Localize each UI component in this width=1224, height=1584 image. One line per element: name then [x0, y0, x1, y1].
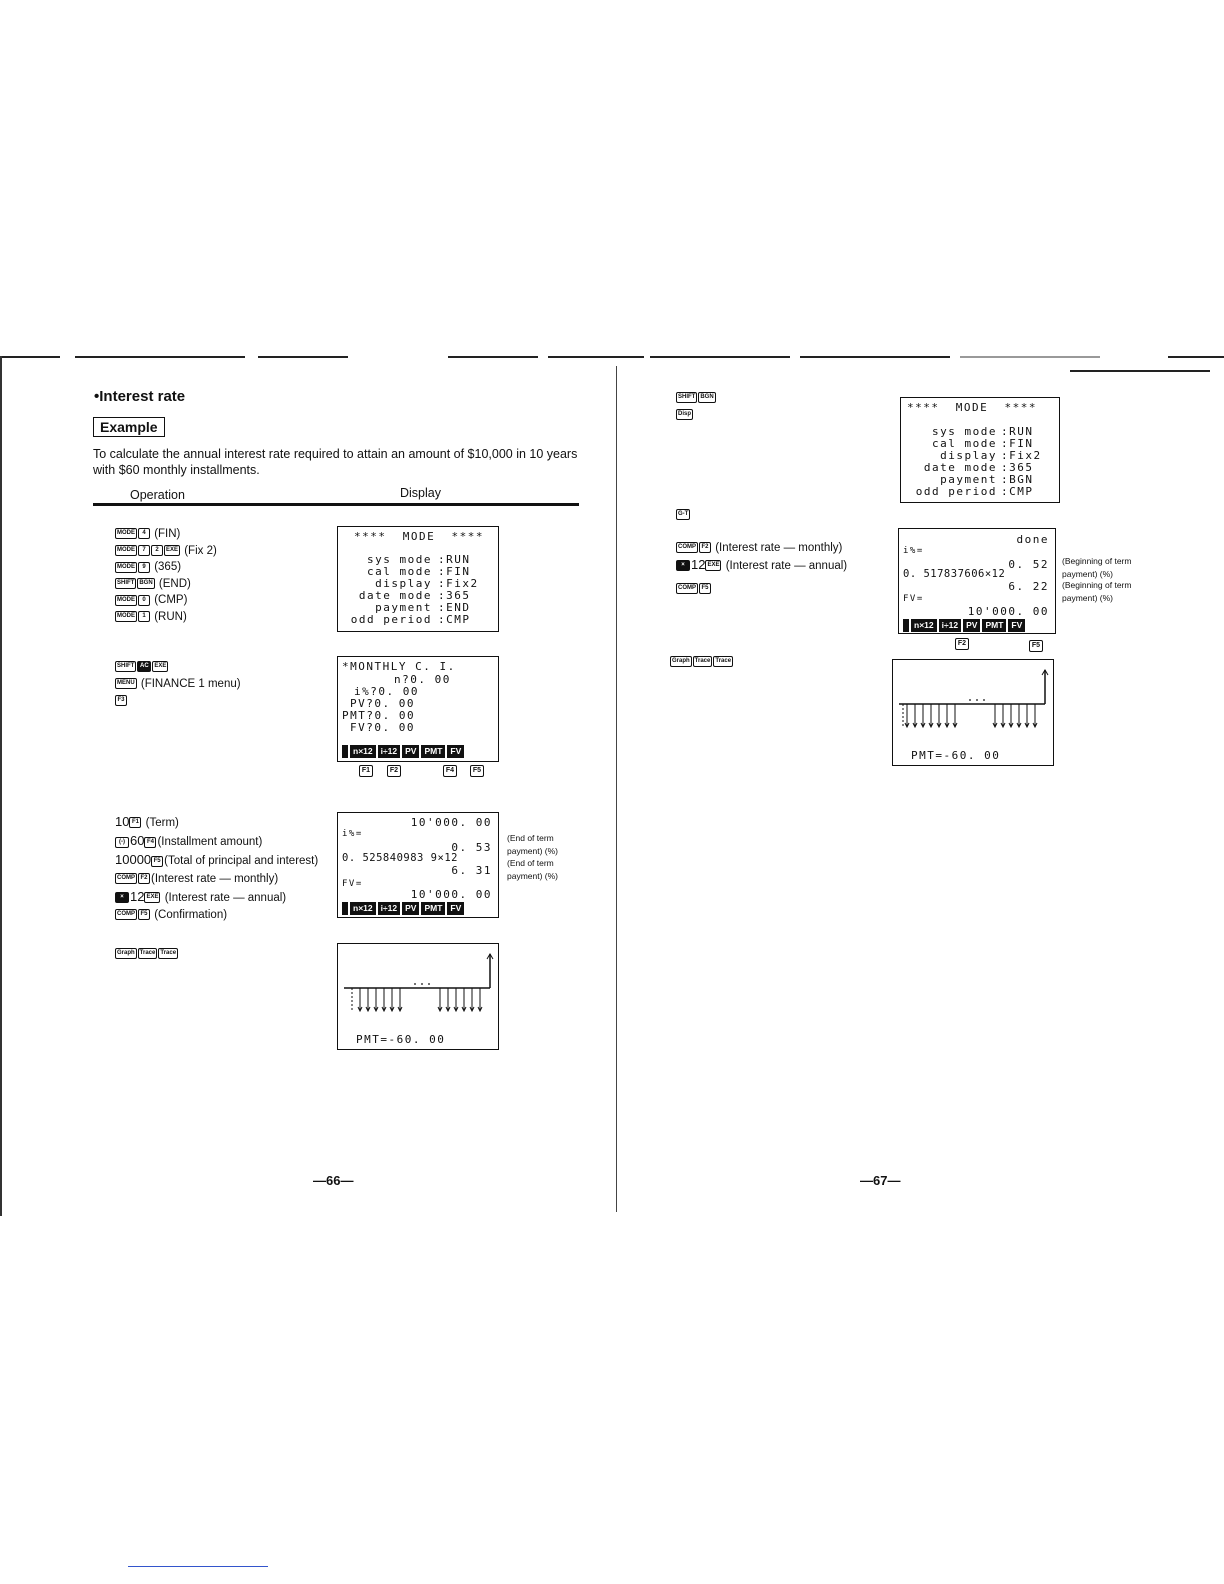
- f2-key[interactable]: F2: [138, 873, 150, 884]
- op-row: [115, 692, 241, 709]
- gt-key-row: [676, 507, 691, 524]
- cursor-block: [903, 619, 909, 632]
- exe-key[interactable]: EXE: [152, 661, 168, 672]
- ops-group-3: [115, 813, 318, 924]
- var-row: i%?0. 00: [354, 685, 419, 698]
- gt-key[interactable]: G-T: [676, 509, 690, 520]
- op-row: [676, 580, 847, 597]
- op-text: (RUN): [154, 610, 187, 623]
- op-row: [115, 592, 217, 609]
- mode-value: :365: [438, 589, 471, 602]
- right-top-rule: [1070, 370, 1210, 372]
- exe-key[interactable]: EXE: [164, 545, 180, 556]
- rate-formula: 0. 517837606×12: [903, 568, 1006, 580]
- f3-key[interactable]: F3: [115, 695, 127, 706]
- interest-label: i%=: [903, 546, 924, 556]
- ops-group-2: [115, 659, 241, 709]
- monthly-ci-screen: [337, 656, 499, 762]
- graph-key[interactable]: Graph: [670, 656, 692, 667]
- comp-key[interactable]: COMP: [676, 583, 698, 594]
- right-ops-group-2: [676, 540, 847, 597]
- right-ops-group-3: [670, 654, 734, 671]
- page-number-left: —66—: [313, 1173, 354, 1188]
- mode-label: payment: [375, 601, 432, 614]
- graph-key[interactable]: Graph: [115, 948, 137, 959]
- op-row: [115, 576, 217, 593]
- note-beginning-term-2: (Beginning of term payment) (%): [1062, 580, 1132, 603]
- op-text: (365): [154, 561, 182, 574]
- f5-key[interactable]: F5: [151, 856, 163, 867]
- shift-key[interactable]: SHIFT: [676, 392, 697, 403]
- mode-key[interactable]: MODE: [115, 595, 137, 606]
- cashflow-graph: [338, 944, 498, 1029]
- f4-key[interactable]: F4: [144, 837, 156, 848]
- digit-key[interactable]: 1: [138, 611, 150, 622]
- cashflow-graph-screen-right: [892, 659, 1054, 766]
- note-beginning-term-1: (Beginning of term payment) (%): [1062, 556, 1132, 579]
- f5-key[interactable]: F5: [1029, 640, 1043, 652]
- op-row: [115, 851, 318, 870]
- op-text: (FINANCE 1 menu): [140, 677, 241, 690]
- menu-pmt[interactable]: PMT: [421, 745, 445, 758]
- op-row: [115, 559, 217, 576]
- op-row: [676, 407, 717, 424]
- mode-label: odd period: [350, 613, 432, 626]
- op-row: [676, 557, 847, 575]
- annual-rate: 6. 31: [451, 864, 492, 877]
- screen-title: *MONTHLY C. I.: [342, 660, 456, 673]
- top-rule-9: [1168, 356, 1224, 358]
- top-rule-3: [258, 356, 348, 358]
- note-end-term-1: (End of term payment) (%): [507, 833, 559, 856]
- pmt-readout: PMT=-60. 00: [356, 1033, 446, 1046]
- example-label: Example: [93, 417, 165, 437]
- exe-key[interactable]: EXE: [705, 560, 721, 571]
- done-text: done: [1016, 533, 1049, 546]
- f2-key[interactable]: F2: [387, 765, 401, 777]
- mode-label: sys mode: [932, 425, 997, 438]
- menu-fv[interactable]: FV: [447, 745, 464, 758]
- top-rule-1: [0, 356, 60, 358]
- top-rule-7: [800, 356, 950, 358]
- op-row: [676, 540, 847, 557]
- op-number: 12: [691, 556, 706, 572]
- mode-value: :CMP: [1001, 485, 1034, 498]
- mode-label: display: [940, 449, 997, 462]
- op-row: [115, 813, 318, 832]
- op-row: [115, 832, 318, 851]
- mode-screen-left: [337, 526, 499, 632]
- digit-key[interactable]: 9: [138, 562, 150, 573]
- negative-key[interactable]: (-): [115, 837, 129, 848]
- op-row: [676, 390, 717, 407]
- mode-value: :BGN: [1001, 473, 1034, 486]
- menu-key[interactable]: MENU: [115, 678, 137, 689]
- mode-label: cal mode: [367, 565, 432, 578]
- f5-key[interactable]: F5: [470, 765, 484, 777]
- var-row: PMT?0. 00: [342, 709, 416, 722]
- op-text: (Interest rate — annual): [164, 891, 287, 904]
- note-end-term-2: (End of term payment) (%): [507, 858, 559, 881]
- function-menu-bar: [342, 745, 464, 758]
- rate-formula: 0. 525840983 9×12: [342, 852, 458, 864]
- f5-key[interactable]: F5: [699, 583, 711, 594]
- f2-key[interactable]: F2: [699, 542, 711, 553]
- op-row: [115, 659, 241, 676]
- op-number: 10000: [115, 852, 152, 868]
- menu-pv[interactable]: PV: [402, 745, 419, 758]
- fv-label: FV=: [342, 879, 363, 889]
- mode-key[interactable]: MODE: [115, 611, 137, 622]
- op-number: 60: [130, 833, 145, 849]
- f1-key[interactable]: F1: [129, 817, 141, 828]
- ops-group-1: [115, 526, 217, 626]
- op-row: [115, 609, 217, 626]
- bottom-link-line: [128, 1566, 268, 1567]
- annual-rate: 6. 22: [1008, 580, 1049, 593]
- menu-nx12[interactable]: n×12: [350, 902, 376, 915]
- right-ops-group-1: [676, 390, 717, 423]
- comp-key[interactable]: COMP: [115, 873, 137, 884]
- screen-title: **** MODE ****: [354, 530, 484, 543]
- op-text: (Term): [145, 817, 179, 829]
- op-row: [115, 543, 217, 560]
- op-text: (CMP): [154, 594, 188, 607]
- mode-key[interactable]: MODE: [115, 528, 137, 539]
- pmt-readout: PMT=-60. 00: [911, 749, 1001, 762]
- trace-key[interactable]: Trace: [693, 656, 713, 667]
- cashflow-graph-screen-left: [337, 943, 499, 1050]
- menu-nx12[interactable]: n×12: [911, 619, 937, 632]
- interest-label: i%=: [342, 829, 363, 839]
- f1-key[interactable]: F1: [359, 765, 373, 777]
- top-rule-4: [448, 356, 538, 358]
- menu-nx12[interactable]: n×12: [350, 745, 376, 758]
- comp-key[interactable]: COMP: [676, 542, 698, 553]
- col-display: Display: [400, 486, 441, 500]
- cursor-block: [342, 745, 348, 758]
- f4-key[interactable]: F4: [443, 765, 457, 777]
- ops-group-4: [115, 946, 179, 963]
- menu-pv[interactable]: PV: [963, 619, 980, 632]
- op-number: 10: [115, 814, 130, 829]
- disp-key[interactable]: Disp: [676, 409, 693, 420]
- cursor-block: [342, 902, 348, 915]
- mode-label: date mode: [923, 461, 997, 474]
- top-rule-6: [650, 356, 790, 358]
- mode-value: :Fix2: [1001, 449, 1042, 462]
- op-text: (Fix 2): [184, 544, 217, 557]
- op-text: (Interest rate — monthly): [151, 872, 279, 885]
- mode-key[interactable]: MODE: [115, 562, 137, 573]
- var-row: FV?0. 00: [350, 721, 415, 734]
- menu-pmt[interactable]: PMT: [982, 619, 1006, 632]
- digit-key[interactable]: 0: [138, 595, 150, 606]
- op-text: (Interest rate — annual): [725, 559, 848, 572]
- menu-fv[interactable]: FV: [1008, 619, 1025, 632]
- mode-value: :CMP: [438, 613, 471, 626]
- shift-key[interactable]: SHIFT: [115, 578, 136, 589]
- op-text: (Interest rate — monthly): [715, 542, 843, 554]
- mode-label: payment: [940, 473, 997, 486]
- op-row: [115, 871, 318, 888]
- cashflow-graph: [893, 660, 1053, 745]
- intro-text: To calculate the annual interest rate required to attain an amount of $10,000 in 10 years with $60 monthly installments.: [93, 447, 578, 477]
- digit-key[interactable]: 4: [138, 528, 150, 539]
- mode-value: :RUN: [438, 553, 471, 566]
- mode-value: :RUN: [1001, 425, 1034, 438]
- mode-value: :FIN: [1001, 437, 1034, 450]
- top-rule-2: [75, 356, 245, 358]
- op-text: (END): [158, 577, 191, 590]
- section-heading: •Interest rate: [94, 388, 186, 405]
- op-row: [115, 907, 318, 924]
- top-rule-5: [548, 356, 644, 358]
- menu-fv[interactable]: FV: [447, 902, 464, 915]
- exe-key[interactable]: EXE: [144, 892, 160, 903]
- shift-key[interactable]: SHIFT: [115, 661, 136, 672]
- result-screen-right: [898, 528, 1056, 634]
- page-spine: [616, 366, 617, 1212]
- op-text: (FIN): [154, 528, 181, 540]
- op-text: (Installment amount): [157, 836, 263, 849]
- f5-key[interactable]: F5: [138, 909, 150, 920]
- mode-label: display: [375, 577, 432, 590]
- monthly-rate: 0. 53: [451, 841, 492, 854]
- ac-key[interactable]: AC: [137, 661, 151, 672]
- term-value: 10'000. 00: [410, 816, 492, 829]
- comp-key[interactable]: COMP: [115, 909, 137, 920]
- bgn-key[interactable]: BGN: [698, 392, 715, 403]
- op-text: (Confirmation): [154, 909, 228, 922]
- trace-key[interactable]: Trace: [158, 948, 178, 959]
- function-menu-bar: [903, 619, 1025, 632]
- mode-label: cal mode: [932, 437, 997, 450]
- mode-value: :365: [1001, 461, 1034, 474]
- digit-key[interactable]: 2: [151, 545, 163, 556]
- screen-title: **** MODE ****: [907, 401, 1037, 414]
- op-row: [115, 676, 241, 693]
- trace-key[interactable]: Trace: [713, 656, 733, 667]
- mode-value: :END: [438, 601, 471, 614]
- page-number-right: —67—: [860, 1173, 901, 1188]
- menu-i12[interactable]: i÷12: [378, 902, 400, 915]
- op-text: (Total of principal and interest): [164, 855, 319, 868]
- var-row: n?0. 00: [394, 673, 451, 686]
- multiply-key[interactable]: ×: [115, 892, 129, 903]
- f2-key[interactable]: F2: [955, 638, 969, 650]
- op-number: 12: [130, 888, 145, 904]
- multiply-key[interactable]: ×: [676, 560, 690, 571]
- menu-i12[interactable]: i÷12: [378, 745, 400, 758]
- mode-screen-right: [900, 397, 1060, 503]
- mode-value: :FIN: [438, 565, 471, 578]
- left-edge-line: [0, 356, 2, 1216]
- op-row: [115, 526, 217, 543]
- monthly-rate: 0. 52: [1008, 558, 1049, 571]
- header-rule: [93, 503, 579, 506]
- var-row: PV?0. 00: [350, 697, 415, 710]
- bgn-key[interactable]: BGN: [137, 578, 154, 589]
- mode-value: :Fix2: [438, 577, 479, 590]
- top-rule-8: [960, 356, 1100, 358]
- fv-value: 10'000. 00: [967, 605, 1049, 618]
- mode-label: date mode: [358, 589, 432, 602]
- function-menu-bar: [342, 902, 464, 915]
- mode-label: odd period: [915, 485, 997, 498]
- digit-key[interactable]: 7: [138, 545, 150, 556]
- mode-key[interactable]: MODE: [115, 545, 137, 556]
- col-operation: Operation: [130, 488, 185, 502]
- op-row: [115, 888, 318, 907]
- fv-label: FV=: [903, 594, 924, 604]
- menu-pmt[interactable]: PMT: [421, 902, 445, 915]
- menu-pv[interactable]: PV: [402, 902, 419, 915]
- menu-i12[interactable]: i÷12: [939, 619, 961, 632]
- mode-label: sys mode: [367, 553, 432, 566]
- fv-value: 10'000. 00: [410, 888, 492, 901]
- result-screen-left: [337, 812, 499, 918]
- trace-key[interactable]: Trace: [138, 948, 158, 959]
